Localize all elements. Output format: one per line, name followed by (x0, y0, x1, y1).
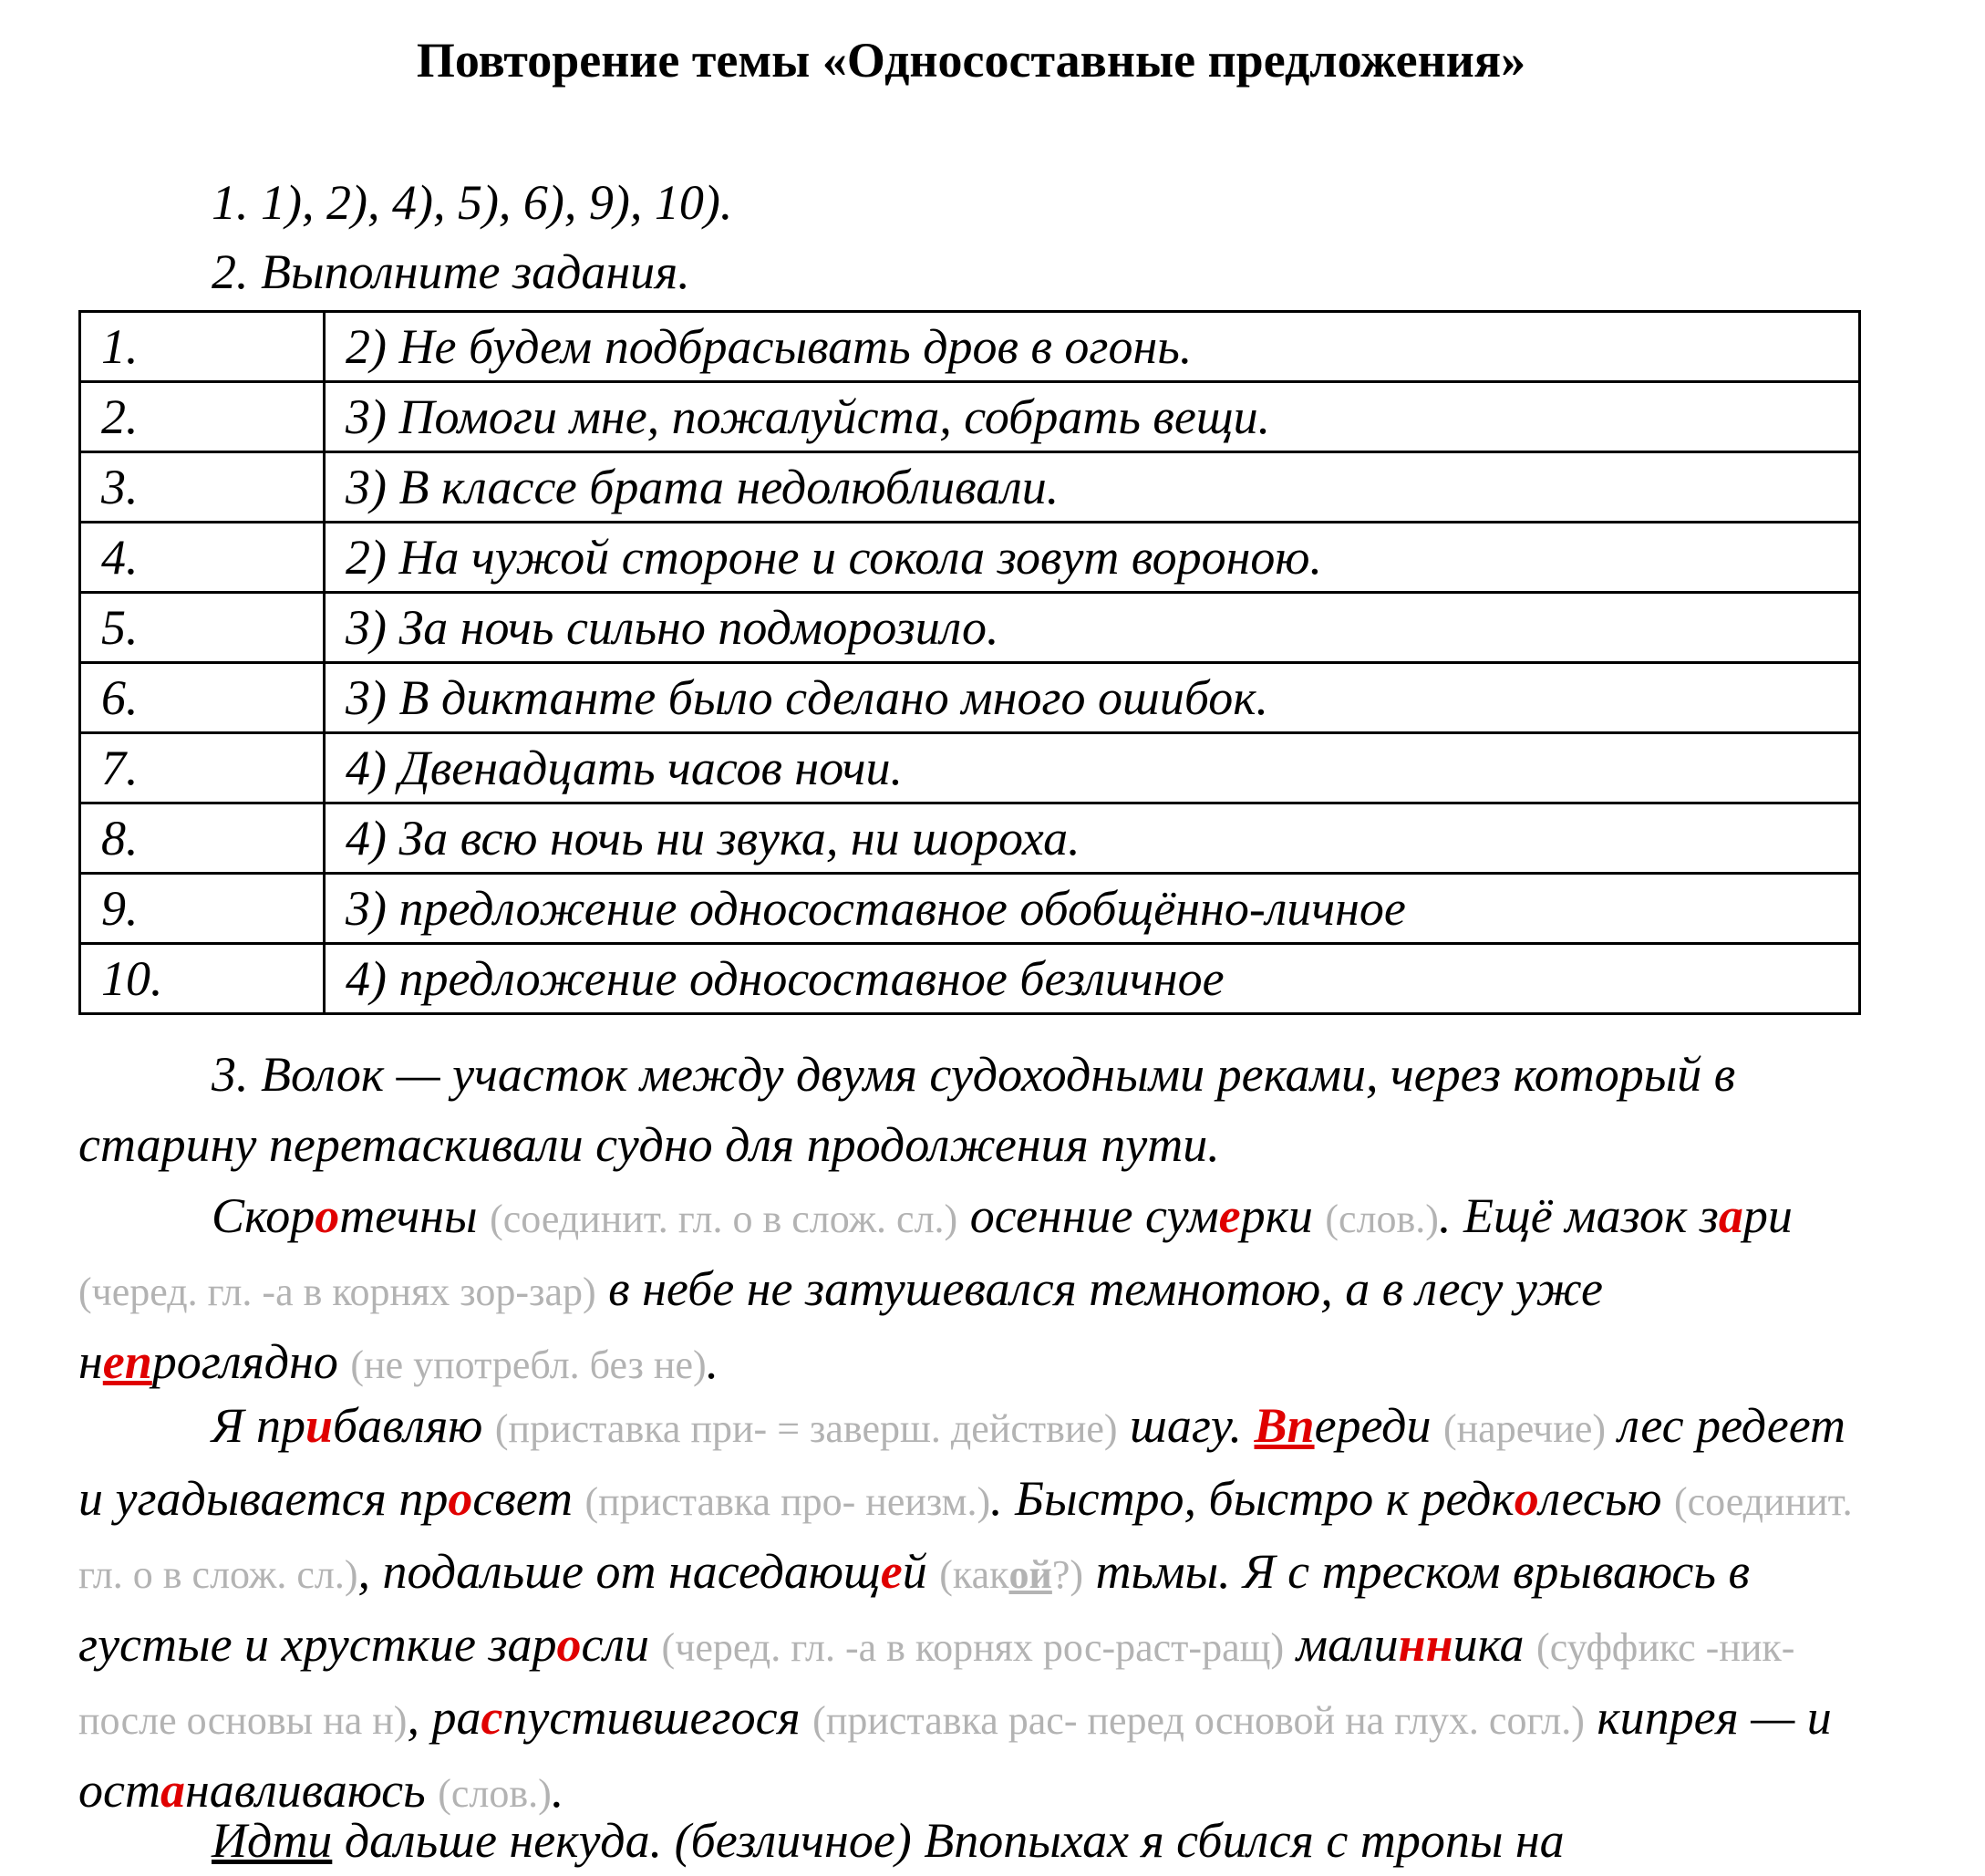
table-row (80, 593, 1860, 663)
highlight-letter: о (1514, 1471, 1539, 1526)
word: навливаюсь (184, 1763, 426, 1818)
highlight-letter: а (160, 1763, 185, 1818)
word: ереди (1314, 1398, 1432, 1453)
grammar-note: (приставка при- = заверш. действие) (494, 1406, 1118, 1451)
highlight-letter: и (305, 1398, 334, 1453)
highlight-letter: а (1718, 1188, 1743, 1243)
word: ика (1453, 1617, 1525, 1672)
row-answer: 3) Помоги мне, пожалуйста, собрать вещи. (325, 382, 1860, 452)
grammar-note: (соединит. гл. о в слож. сл.) (78, 1479, 1853, 1597)
grammar-note: (слов.) (1325, 1197, 1439, 1241)
note-part: (как (939, 1552, 1009, 1597)
word: свет (472, 1471, 573, 1526)
row-number: 3. (80, 452, 325, 523)
text: , ра (407, 1690, 481, 1745)
grammar-note: (суффикс -ник- после основы на н) (78, 1625, 1795, 1743)
highlight-letter: е (880, 1544, 903, 1599)
highlight-letter: о (315, 1188, 340, 1243)
text-paragraph-3 (78, 1806, 1866, 1876)
grammar-note: (не употребл. без не) (350, 1342, 707, 1387)
text: тьмы. Я с треском врываюсь в густые и хрусткие зар (78, 1544, 1750, 1672)
word: й (902, 1544, 927, 1599)
answers-table (78, 310, 1861, 1015)
grammar-note: (черед. гл. -а в корнях рос-раст-ращ) (661, 1625, 1285, 1670)
text: кипрея — и ост (78, 1690, 1832, 1818)
row-answer: 4) Двенадцать часов ночи. (325, 733, 1860, 803)
word: осенние сум (969, 1188, 1219, 1243)
table-row (80, 944, 1860, 1014)
word: ри (1742, 1188, 1793, 1243)
text-paragraph-2 (78, 1391, 1866, 1829)
text: лес редеет и угадывается пр (78, 1398, 1845, 1526)
row-number: 1. (80, 312, 325, 382)
task3-text: 3. Волок — участок между двумя судоходными реками, через который в старину перетаскивали судно для продолжения пути. (78, 1047, 1736, 1172)
word: лесью (1538, 1471, 1662, 1526)
row-answer: 2) На чужой стороне и сокола зовут вороною. (325, 523, 1860, 593)
task2-heading: 2. Выполните задания. (212, 244, 690, 299)
table-row (80, 452, 1860, 523)
word: сли (581, 1617, 650, 1672)
highlight-letter: с (481, 1690, 503, 1745)
text-paragraph-1 (78, 1181, 1866, 1400)
text: , подальше от наседающ (357, 1544, 881, 1599)
word: Скор (212, 1188, 315, 1243)
row-answer: 3) В диктанте было сделано много ошибок. (325, 663, 1860, 733)
highlight-letter: е (1218, 1188, 1241, 1243)
row-number: 10. (80, 944, 325, 1014)
word: шагу. (1130, 1398, 1242, 1453)
table-row (80, 663, 1860, 733)
row-answer: 3) предложение односоставное обобщённо-личное (325, 874, 1860, 944)
table-row (80, 523, 1860, 593)
underlined-word: Идти (212, 1813, 333, 1868)
row-number: 8. (80, 803, 325, 874)
grammar-note: (соединит. гл. о в слож. сл.) (490, 1197, 958, 1241)
text: . (551, 1763, 564, 1818)
table-row (80, 803, 1860, 874)
word: течны (339, 1188, 478, 1243)
table-row (80, 874, 1860, 944)
text: в небе не затушевался темнотою, а в лесу уже н (78, 1261, 1603, 1389)
word: бавляю (333, 1398, 483, 1453)
row-number: 2. (80, 382, 325, 452)
row-answer: 2) Не будем подбрасывать дров в огонь. (325, 312, 1860, 382)
grammar-note: (приставка рас- перед основой на глух. согл.) (812, 1698, 1585, 1743)
word: рки (1240, 1188, 1313, 1243)
grammar-note: (черед. гл. -а в корнях зор-зар) (78, 1270, 596, 1314)
row-answer: 4) За всю ночь ни звука, ни шороха. (325, 803, 1860, 874)
highlight-letter: о (556, 1617, 582, 1672)
word: мали (1296, 1617, 1399, 1672)
grammar-note: (наречие) (1442, 1406, 1607, 1451)
row-number: 5. (80, 593, 325, 663)
row-number: 9. (80, 874, 325, 944)
table-row (80, 733, 1860, 803)
row-number: 7. (80, 733, 325, 803)
grammar-note: (слов.) (438, 1771, 552, 1816)
note-highlight: ой (1008, 1552, 1052, 1597)
text: . (706, 1334, 719, 1389)
table-row (80, 312, 1860, 382)
text: дальше некуда. (безличное) Впопыхах я сбился с тропы на (344, 1813, 1565, 1868)
word: роглядно (151, 1334, 338, 1389)
table-row (80, 382, 1860, 452)
highlight-letter: Вп (1254, 1398, 1315, 1453)
highlight-letter: еп (102, 1334, 152, 1389)
task3-paragraph (78, 1040, 1866, 1180)
row-answer: 3) За ночь сильно подморозило. (325, 593, 1860, 663)
grammar-note (939, 1552, 1083, 1597)
grammar-note: (приставка про- неизм.) (584, 1479, 991, 1524)
highlight-letter: нн (1398, 1617, 1453, 1672)
task1-answer: 1. 1), 2), 4), 5), 6), 9), 10). (212, 175, 733, 230)
row-number: 4. (80, 523, 325, 593)
row-answer: 3) В классе брата недолюбливали. (325, 452, 1860, 523)
page-title: Повторение темы «Односоставные предложения» (416, 33, 1526, 88)
note-part: ?) (1051, 1552, 1084, 1597)
text: . Быстро, быстро к редк (990, 1471, 1515, 1526)
row-number: 6. (80, 663, 325, 733)
word: Я пр (212, 1398, 305, 1453)
word: пустившегося (502, 1690, 801, 1745)
highlight-letter: о (448, 1471, 473, 1526)
text: . Ещё мазок з (1438, 1188, 1719, 1243)
row-answer: 4) предложение односоставное безличное (325, 944, 1860, 1014)
